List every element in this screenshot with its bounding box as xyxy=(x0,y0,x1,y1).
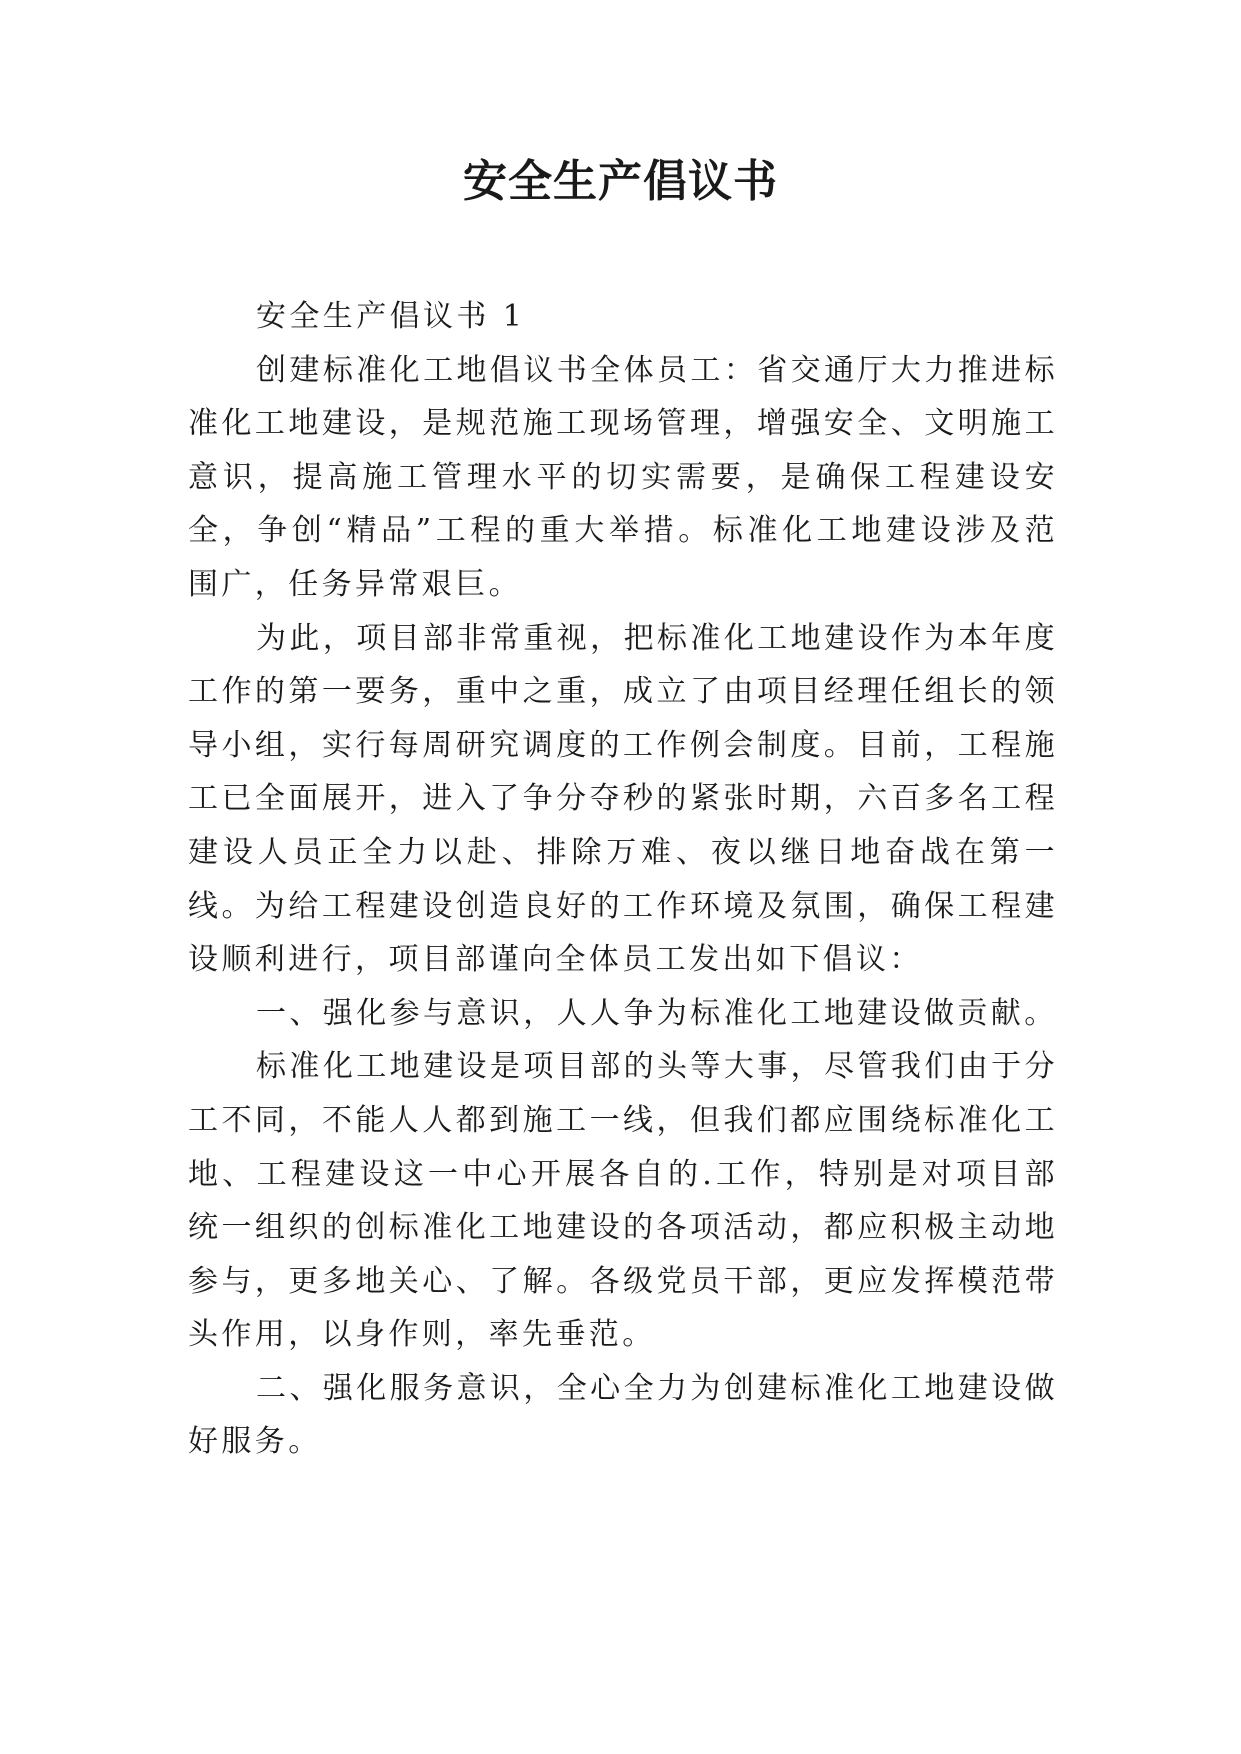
paragraph-intro: 创建标准化工地倡议书全体员工：省交通厅大力推进标准化工地建设，是规范施工现场管理，增强安全、文明施工意识，提高施工管理水平的切实需要，是确保工程建设安全，争创“精品”工程的重大举措。标准化工地建设涉及范围广，任务异常艰巨。 xyxy=(188,352,1058,602)
paragraph-background: 为此，项目部非常重视，把标准化工地建设作为本年度工作的第一要务，重中之重，成立了由项目经理任组长的领导小组，实行每周研究调度的工作例会制度。目前，工程施工已全面展开，进入了争分夺秒的紧张时期，六百多名工程建设人员正全力以赴、排除万难、夜以继日地奋战在第一线。为给工程建设创造良好的工作环境及氛围，确保工程建设顺利进行，项目部谨向全体员工发出如下倡议： xyxy=(188,620,1058,978)
document-body xyxy=(188,290,1058,1469)
document-title: 安全生产倡议书 xyxy=(463,156,778,207)
section-heading: 安全生产倡议书 1 xyxy=(256,299,526,334)
proposal-item-1-body: 标准化工地建设是项目部的头等大事，尽管我们由于分工不同，不能人人都到施工一线，但我们都应围绕标准化工地、工程建设这一中心开展各自的.工作，特别是对项目部统一组织的创标准化工地建设的各项活动，都应积极主动地参与，更多地关心、了解。各级党员干部，更应发挥模范带头作用，以身作则，率先垂范。 xyxy=(188,1049,1058,1353)
proposal-item-1-heading: 一、强化参与意识，人人争为标准化工地建设做贡献。 xyxy=(256,995,1058,1031)
proposal-item-2-heading: 二、强化服务意识，全心全力为创建标准化工地建设做好服务。 xyxy=(188,1370,1058,1460)
